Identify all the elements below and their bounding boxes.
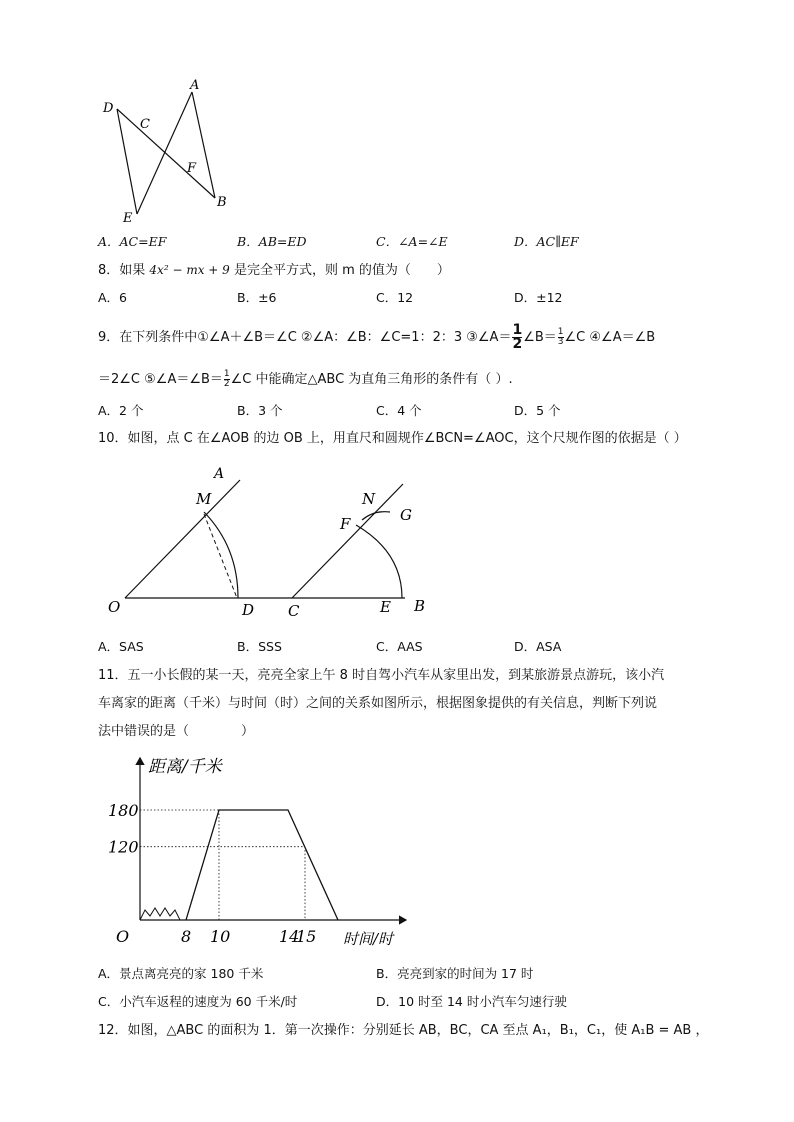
q7-option-b[interactable]: B．AB=ED [237,234,307,249]
q9-option-d[interactable]: D．5 个 [514,403,561,418]
y-tick-120: 120 [108,837,139,857]
arc-FE [356,525,402,598]
label-A: A [214,466,225,482]
x-tick-8: 8 [181,927,192,946]
q7-figure [95,72,245,232]
q11-distance-time-chart [100,752,420,952]
label-G: G [400,506,412,524]
q11-stem-line2: 车离家的距离（千米）与时间（时）之间的关系如图所示，根据图象提供的有关信息，判断下列说 [98,696,658,711]
label-B: B [217,195,227,210]
q9-option-a[interactable]: A．2 个 [98,403,144,418]
arc-MD [204,512,238,598]
q10-option-a[interactable]: A．SAS [98,639,144,654]
arc-N-cross [362,512,390,520]
q7-option-d[interactable]: D．AC∥EF [514,234,579,249]
segment-AE [137,92,192,214]
origin-label: O [116,927,130,946]
q8-option-c[interactable]: C．12 [376,290,414,305]
label-F: F [187,161,197,176]
q8-option-d[interactable]: D．±12 [514,290,563,305]
q9-fraction-half-2: $\frac{1}{2}$ [223,369,230,389]
q12-stem: 12．如图，△ABC 的面积为 1．第一次操作：分别延长 AB，BC，CA 至点 A₁，B₁，C₁，使 A₁B = AB ， [98,1023,709,1038]
label-A: A [190,78,200,93]
q11-option-d[interactable]: D．10 时至 14 时小汽车匀速行驶 [376,994,567,1009]
series-distance-line [186,810,338,920]
label-F: F [340,515,351,533]
label-O: O [108,598,121,616]
y-tick-180: 180 [108,801,139,820]
x-tick-15: 15 [296,927,317,946]
q9-text-1c: ∠C ④∠A＝∠B [564,330,656,345]
q9-text-2b: ∠C 中能确定△ABC 为直角三角形的条件有（ ）. [230,372,513,387]
q8-option-a[interactable]: A．6 [98,290,128,305]
label-E: E [123,211,133,226]
q8-stem [98,262,450,279]
q7-option-a[interactable]: A．AC=EF [98,234,167,249]
q9-stem-line1 [98,324,655,354]
q10-stem: 10．如图，点 C 在∠AOB 的边 OB 上，用直尺和圆规作∠BCN=∠AOC，这个尺规作图的依据是（ ） [98,431,687,446]
q8-option-b[interactable]: B．±6 [237,290,277,305]
label-C: C [140,117,150,132]
q10-option-d[interactable]: D．ASA [514,639,562,654]
q9-text-1b: ∠B＝ [523,330,557,345]
segment-AB [192,92,215,198]
label-D: D [242,601,255,619]
label-M: M [196,490,212,508]
label-N: N [362,490,376,508]
q11-stem-line3: 法中错误的是（ ） [98,724,255,739]
q8-suffix: 是完全平方式，则 m 的值为（ ） [233,263,450,278]
q11-option-c[interactable]: C．小汽车返程的速度为 60 千米/时 [98,994,298,1009]
q8-prefix: 8．如果 [98,263,146,278]
q8-expression: 4x² − mx + 9 [149,263,230,277]
q9-option-c[interactable]: C．4 个 [376,403,422,418]
q10-figure [100,462,440,622]
q11-stem-line1: 11．五一小长假的某一天，亮亮全家上午 8 时自驾小汽车从家里出发，到某旅游景点游玩，该小汽 [98,668,665,683]
q10-option-b[interactable]: B．SSS [237,639,282,654]
x-tick-10: 10 [210,927,231,946]
q9-fraction-half: $\frac{1}{2}$ [512,322,523,352]
x-axis-label: 时间/时 [343,930,394,948]
label-E: E [380,598,391,616]
q7-option-c[interactable]: C．∠A=∠E [376,234,448,249]
q9-text-1a: 9．在下列条件中①∠A＋∠B＝∠C ②∠A：∠B：∠C=1：2：3 ③∠A＝ [98,330,512,345]
y-axis-label: 距离/千米 [148,757,222,777]
axis-break-zigzag [140,908,180,920]
x-tick-14: 14 [279,927,300,946]
label-B: B [414,597,426,615]
q9-stem-line2 [98,370,513,390]
label-D: D [103,101,114,116]
chord-MD-dashed [204,514,237,598]
q11-option-a[interactable]: A．景点离亮亮的家 180 千米 [98,966,264,981]
q10-option-c[interactable]: C．AAS [376,639,423,654]
q9-option-b[interactable]: B．3 个 [237,403,283,418]
q11-option-b[interactable]: B．亮亮到家的时间为 17 时 [376,966,534,981]
ray-OA [125,480,240,598]
q9-text-2a: ＝2∠C ⑤∠A＝∠B＝ [98,372,223,387]
ray-CN [292,484,403,598]
label-C: C [288,602,300,620]
q9-fraction-third: $\frac{1}{3}$ [557,327,564,347]
